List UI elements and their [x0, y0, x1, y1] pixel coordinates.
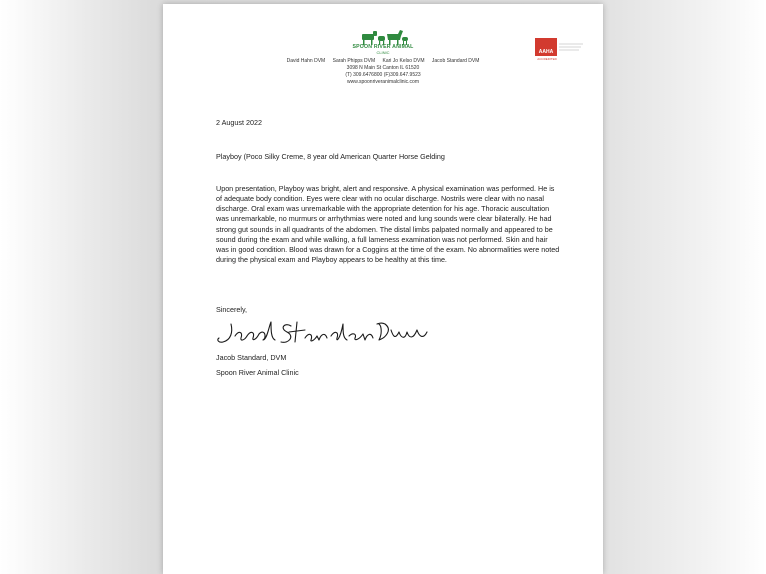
letter-subject: Playboy (Poco Silky Creme, 8 year old American Quarter Horse Gelding	[216, 152, 445, 161]
doctor-name: Jacob Standard DVM	[431, 58, 480, 64]
letter-body: Upon presentation, Playboy was bright, alert and responsive. A physical examination was performed. He is of adequate body condition. Eyes were clear with no ocular discharge. Nostrils were clear with no nasal discharge. Oral exam was unremarkable with the appropriate detention for his age. Thoracic auscultation was unremarkable, no murmurs or arrhythmias were noted and lung sounds were clear bilaterally. He had strong gut sounds in all quadrants of the abdomen. The distal limbs palpated normally and appeared to be sound during the exam and while walking, a full lameness examination was not performed. Skin and hair was in good condition. Blood was drawn for a Coggins at the time of the exam. No abnormalities were noted during the physical exam and Playboy appears to be healthy at this time.	[216, 184, 560, 265]
doctor-name: Kari Jo Kelso DVM	[382, 58, 425, 64]
clinic-name-sub: CLINIC	[376, 50, 390, 55]
clinic-website: www.spoonriveranimalclinic.com	[347, 79, 419, 85]
clinic-address: 3098 N Main St Canton IL 61520	[346, 65, 420, 71]
doctor-list	[263, 58, 503, 64]
letter-page	[163, 4, 603, 574]
aaha-badge-label: AAHA	[538, 49, 554, 55]
signer-organization: Spoon River Animal Clinic	[216, 368, 299, 377]
doctor-name: Sarah Phipps DVM	[332, 58, 376, 64]
aaha-badge-sub: ACCREDITED	[537, 57, 557, 61]
signer-name: Jacob Standard, DVM	[216, 353, 287, 362]
aaha-tagline-graphic	[559, 42, 585, 54]
handwritten-signature	[213, 318, 445, 348]
clinic-name: SPOON RIVER ANIMAL	[352, 44, 414, 50]
letter-closing: Sincerely,	[216, 305, 248, 314]
clinic-phone: (T) 309.6476800 (F)309.647.9523	[345, 72, 421, 78]
letter-date: 2 August 2022	[216, 118, 262, 127]
doctor-name: David Hahn DVM	[286, 58, 326, 64]
